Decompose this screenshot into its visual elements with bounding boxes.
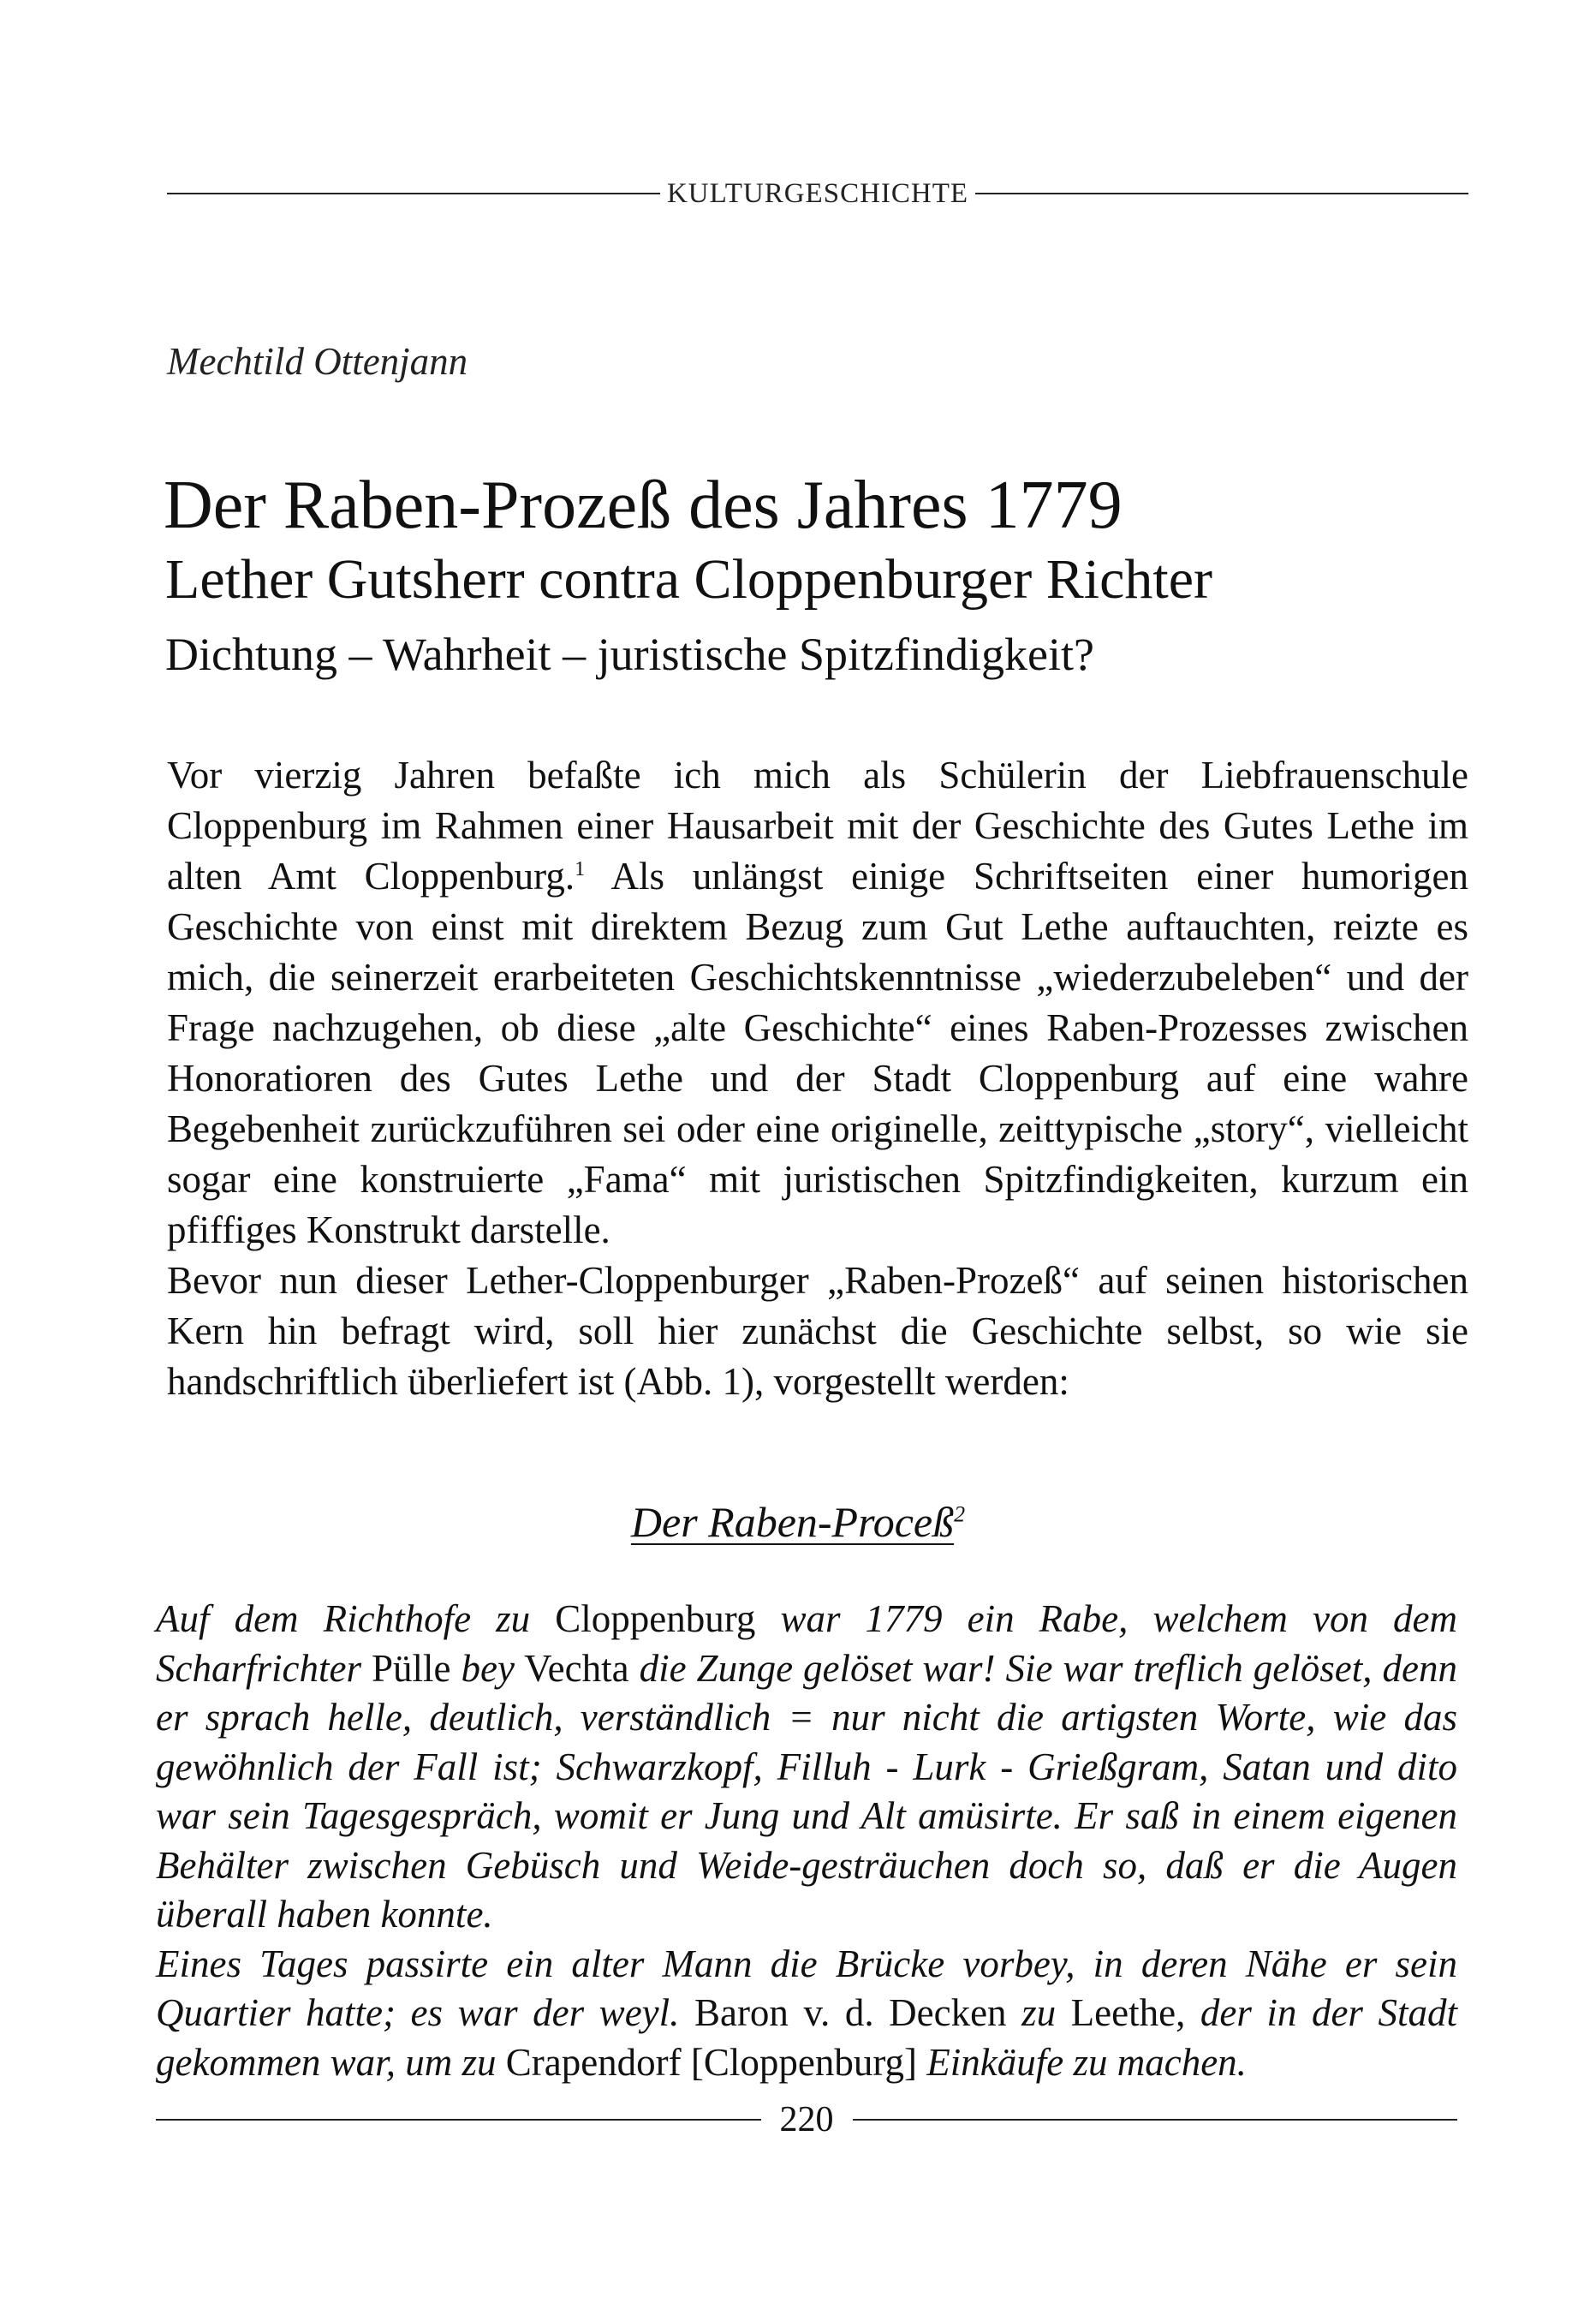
italic-text: bey xyxy=(461,1646,515,1690)
page-number: 220 xyxy=(779,2100,834,2139)
section-heading xyxy=(0,1497,1596,1547)
quoted-paragraph xyxy=(156,1940,1457,2088)
italic-text: die Zunge gelöset war! Sie war treflich gelöset, denn er sprach helle, deutlich, verständlich = nur nicht die artigsten Worte, wie das gewöhnlich der Fall ist; Schwarzkopf, Filluh - Lurk - Grießgram, Satan und dito war sein Tagesgespräch, womit er Jung und Alt amüsirte. Er saß in einem eigenen Behälter zwischen Gebüsch und Weide-gesträuchen doch so, daß er die Augen überall haben konnte. xyxy=(156,1646,1457,1936)
header-rule-right xyxy=(975,193,1468,194)
footer-rule-right xyxy=(853,2119,1458,2121)
body-text xyxy=(167,750,1468,1407)
section-label: KULTURGESCHICHTE xyxy=(666,177,969,209)
author-name: Mechtild Ottenjann xyxy=(167,340,468,383)
roman-text: Cloppenburg xyxy=(530,1597,781,1640)
italic-text: Auf dem Richthofe zu xyxy=(156,1597,531,1640)
italic-text: der in der Stadt gekommen war, um zu xyxy=(156,1991,1457,2084)
roman-text: Vechta xyxy=(514,1646,640,1690)
italic-text: zu xyxy=(1021,1991,1057,2034)
italic-text: Eines Tages passirte ein alter Mann die Brücke vorbey, in deren Nähe er sein Quartier hatte; es war der weyl. xyxy=(156,1942,1457,2034)
page-footer xyxy=(156,2098,1457,2141)
paragraph-text: Vor vierzig Jahren befaßte ich mich als Schülerin der Liebfrauenschule Cloppenburg im Rahmen einer Hausarbeit mit der Geschichte des Gutes Lethe im alten Amt Cloppenburg. xyxy=(167,754,1468,898)
quoted-story xyxy=(156,1595,1457,2087)
footnote-marker[interactable]: 2 xyxy=(954,1501,966,1527)
paragraph xyxy=(167,750,1468,1256)
footer-rule-left xyxy=(156,2119,761,2121)
article-subtitle-secondary: Dichtung – Wahrheit – juristische Spitzfindigkeit? xyxy=(165,629,1094,680)
roman-text: Baron v. d. Decken xyxy=(679,1991,1022,2034)
header-rule-left xyxy=(167,193,660,194)
roman-text: Crapendorf [Cloppenburg] xyxy=(496,2040,927,2084)
section-heading-text: Der Raben-Proceß xyxy=(630,1498,955,1546)
quoted-paragraph xyxy=(156,1595,1457,1940)
paragraph-text: Als unlängst einige Schriftseiten einer humorigen Geschichte von einst mit direktem Bezug zum Gut Lethe auftauchten, reizte es mich, die seinerzeit erarbeiteten Geschichtskenntnisse „wiederzubeleben“ und der Frage nachzugehen, ob diese „alte Geschichte“ eines Raben-Prozesses zwischen Honoratioren des Gutes Lethe und der Stadt Cloppenburg auf eine wahre Begebenheit zurückzuführen sei oder eine originelle, zeittypische „story“, vielleicht sogar eine konstruierte „Fama“ mit juristischen Spitzfindigkeiten, kurzum ein pfiffiges Konstrukt darstelle. xyxy=(167,855,1468,1251)
roman-text: Pülle xyxy=(360,1646,462,1690)
paragraph xyxy=(167,1256,1468,1407)
paragraph-text: Bevor nun dieser Lether-Cloppenburger „Raben-Prozeß“ auf seinen historischen Kern hin befragt wird, soll hier zunächst die Geschichte selbst, so wie sie handschriftlich überliefert ist (Abb. 1), vorgestellt werden: xyxy=(167,1259,1468,1403)
footnote-marker[interactable]: 1 xyxy=(575,858,586,880)
italic-text: war 1779 ein Rabe, welchem von dem Scharfrichter xyxy=(156,1597,1457,1690)
italic-text: Einkäufe zu machen. xyxy=(926,2040,1247,2084)
article-title: Der Raben-Prozeß des Jahres 1779 xyxy=(164,468,1123,543)
running-header xyxy=(167,175,1468,212)
roman-text: Leethe, xyxy=(1056,1991,1200,2034)
article-subtitle: Lether Gutsherr contra Cloppenburger Richter xyxy=(165,548,1213,611)
